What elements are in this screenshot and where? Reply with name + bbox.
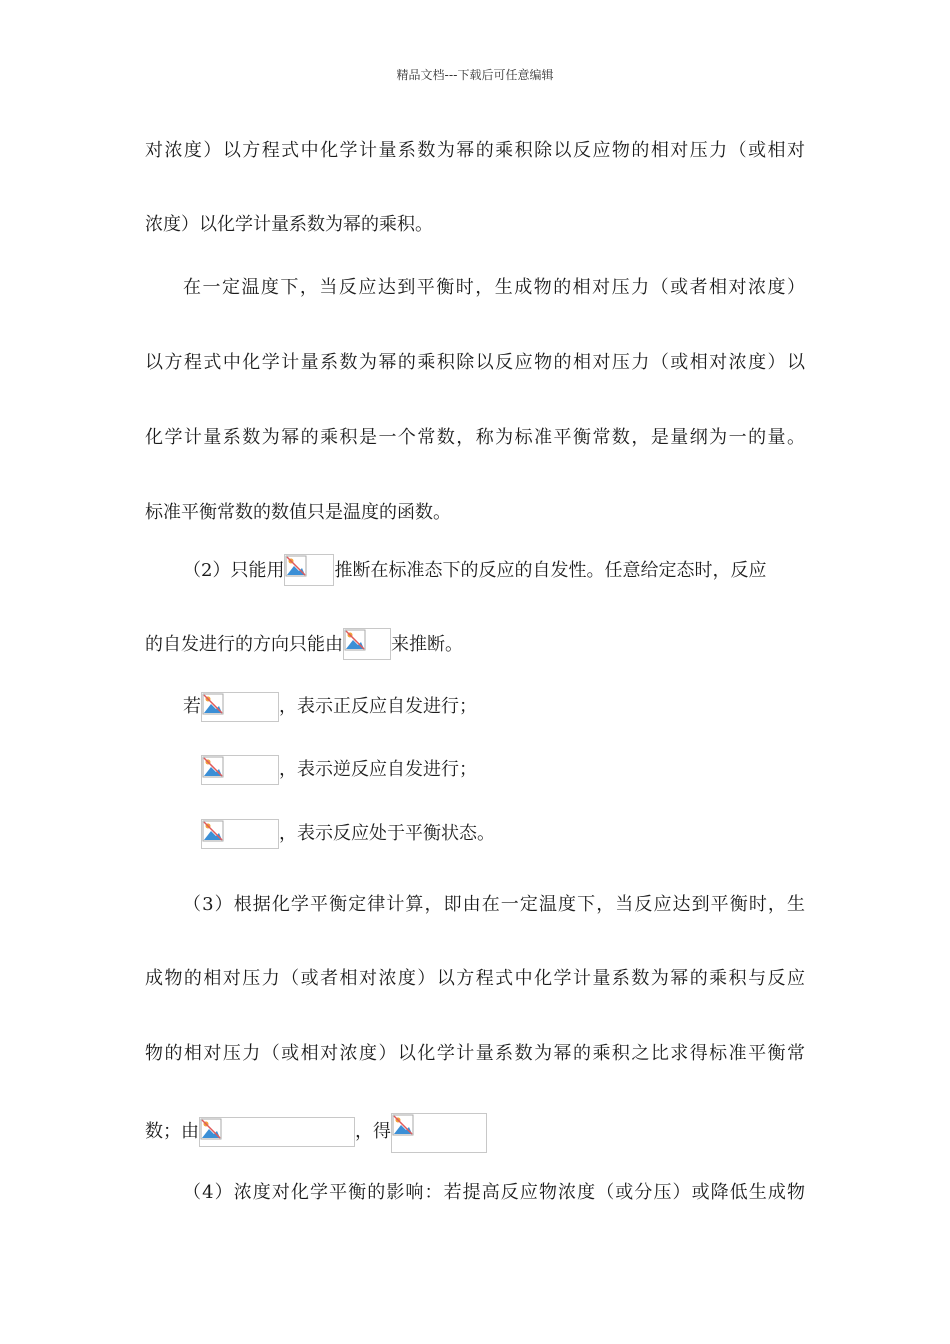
para3-line3: 物的相对压力（或相对浓度）以化学计量系数为幂的乘积之比求得标准平衡常 (145, 1043, 805, 1064)
para2-line1 (183, 554, 766, 586)
para2-line2 (145, 628, 463, 660)
broken-image-icon (202, 756, 224, 778)
para4-line1: （4）浓度对化学平衡的影响：若提高反应物浓度（或分压）或降低生成物 (183, 1182, 805, 1203)
formula-image-placeholder (391, 1113, 487, 1153)
body-line-5: 化学计量系数为幂的乘积是一个常数，称为标准平衡常数，是量纲为一的量。 (145, 427, 805, 448)
condition-1 (183, 692, 477, 722)
body-line-4: 以方程式中化学计量系数为幂的乘积除以反应物的相对压力（或相对浓度）以 (145, 352, 805, 373)
body-line-3: 在一定温度下，当反应达到平衡时，生成物的相对压力（或者相对浓度） (183, 277, 805, 298)
para3-line4 (145, 1113, 487, 1153)
para3-line4-middle: ，得 (355, 1121, 391, 1142)
broken-image-icon (344, 629, 366, 651)
condition-1-prefix: 若 (183, 696, 201, 717)
formula-image-placeholder (201, 819, 279, 849)
formula-image-placeholder (284, 554, 334, 586)
formula-image-placeholder (199, 1117, 355, 1147)
para3-line4-before: 数；由 (145, 1121, 199, 1142)
broken-image-icon (285, 555, 307, 577)
condition-2 (201, 755, 477, 785)
condition-3 (201, 819, 495, 849)
para2-line1-before: （2）只能用 (183, 560, 285, 581)
para3-line2: 成物的相对压力（或者相对浓度）以方程式中化学计量系数为幂的乘积与反应 (145, 968, 805, 989)
para3-line1: （3）根据化学平衡定律计算，即由在一定温度下，当反应达到平衡时，生 (183, 894, 805, 915)
para2-line2-after: 来推断。 (391, 634, 463, 655)
broken-image-icon (202, 693, 224, 715)
para2-line1-after: 推断在标准态下的反应的自发性。任意给定态时，反应 (334, 560, 767, 581)
page-header: 精品文档---下载后可任意编辑 (396, 68, 554, 82)
broken-image-icon (202, 820, 224, 842)
body-line-2: 浓度）以化学计量系数为幂的乘积。 (145, 214, 433, 235)
body-line-6: 标准平衡常数的数值只是温度的函数。 (145, 502, 451, 523)
formula-image-placeholder (201, 692, 279, 722)
formula-image-placeholder (343, 628, 391, 660)
broken-image-icon (200, 1118, 222, 1140)
body-line-1: 对浓度）以方程式中化学计量系数为幂的乘积除以反应物的相对压力（或相对 (145, 140, 805, 161)
condition-2-text: ，表示逆反应自发进行； (279, 759, 477, 780)
formula-image-placeholder (201, 755, 279, 785)
broken-image-icon (392, 1114, 414, 1136)
para2-line2-before: 的自发进行的方向只能由 (145, 634, 343, 655)
condition-1-text: ，表示正反应自发进行； (279, 696, 477, 717)
condition-3-text: ，表示反应处于平衡状态。 (279, 823, 495, 844)
